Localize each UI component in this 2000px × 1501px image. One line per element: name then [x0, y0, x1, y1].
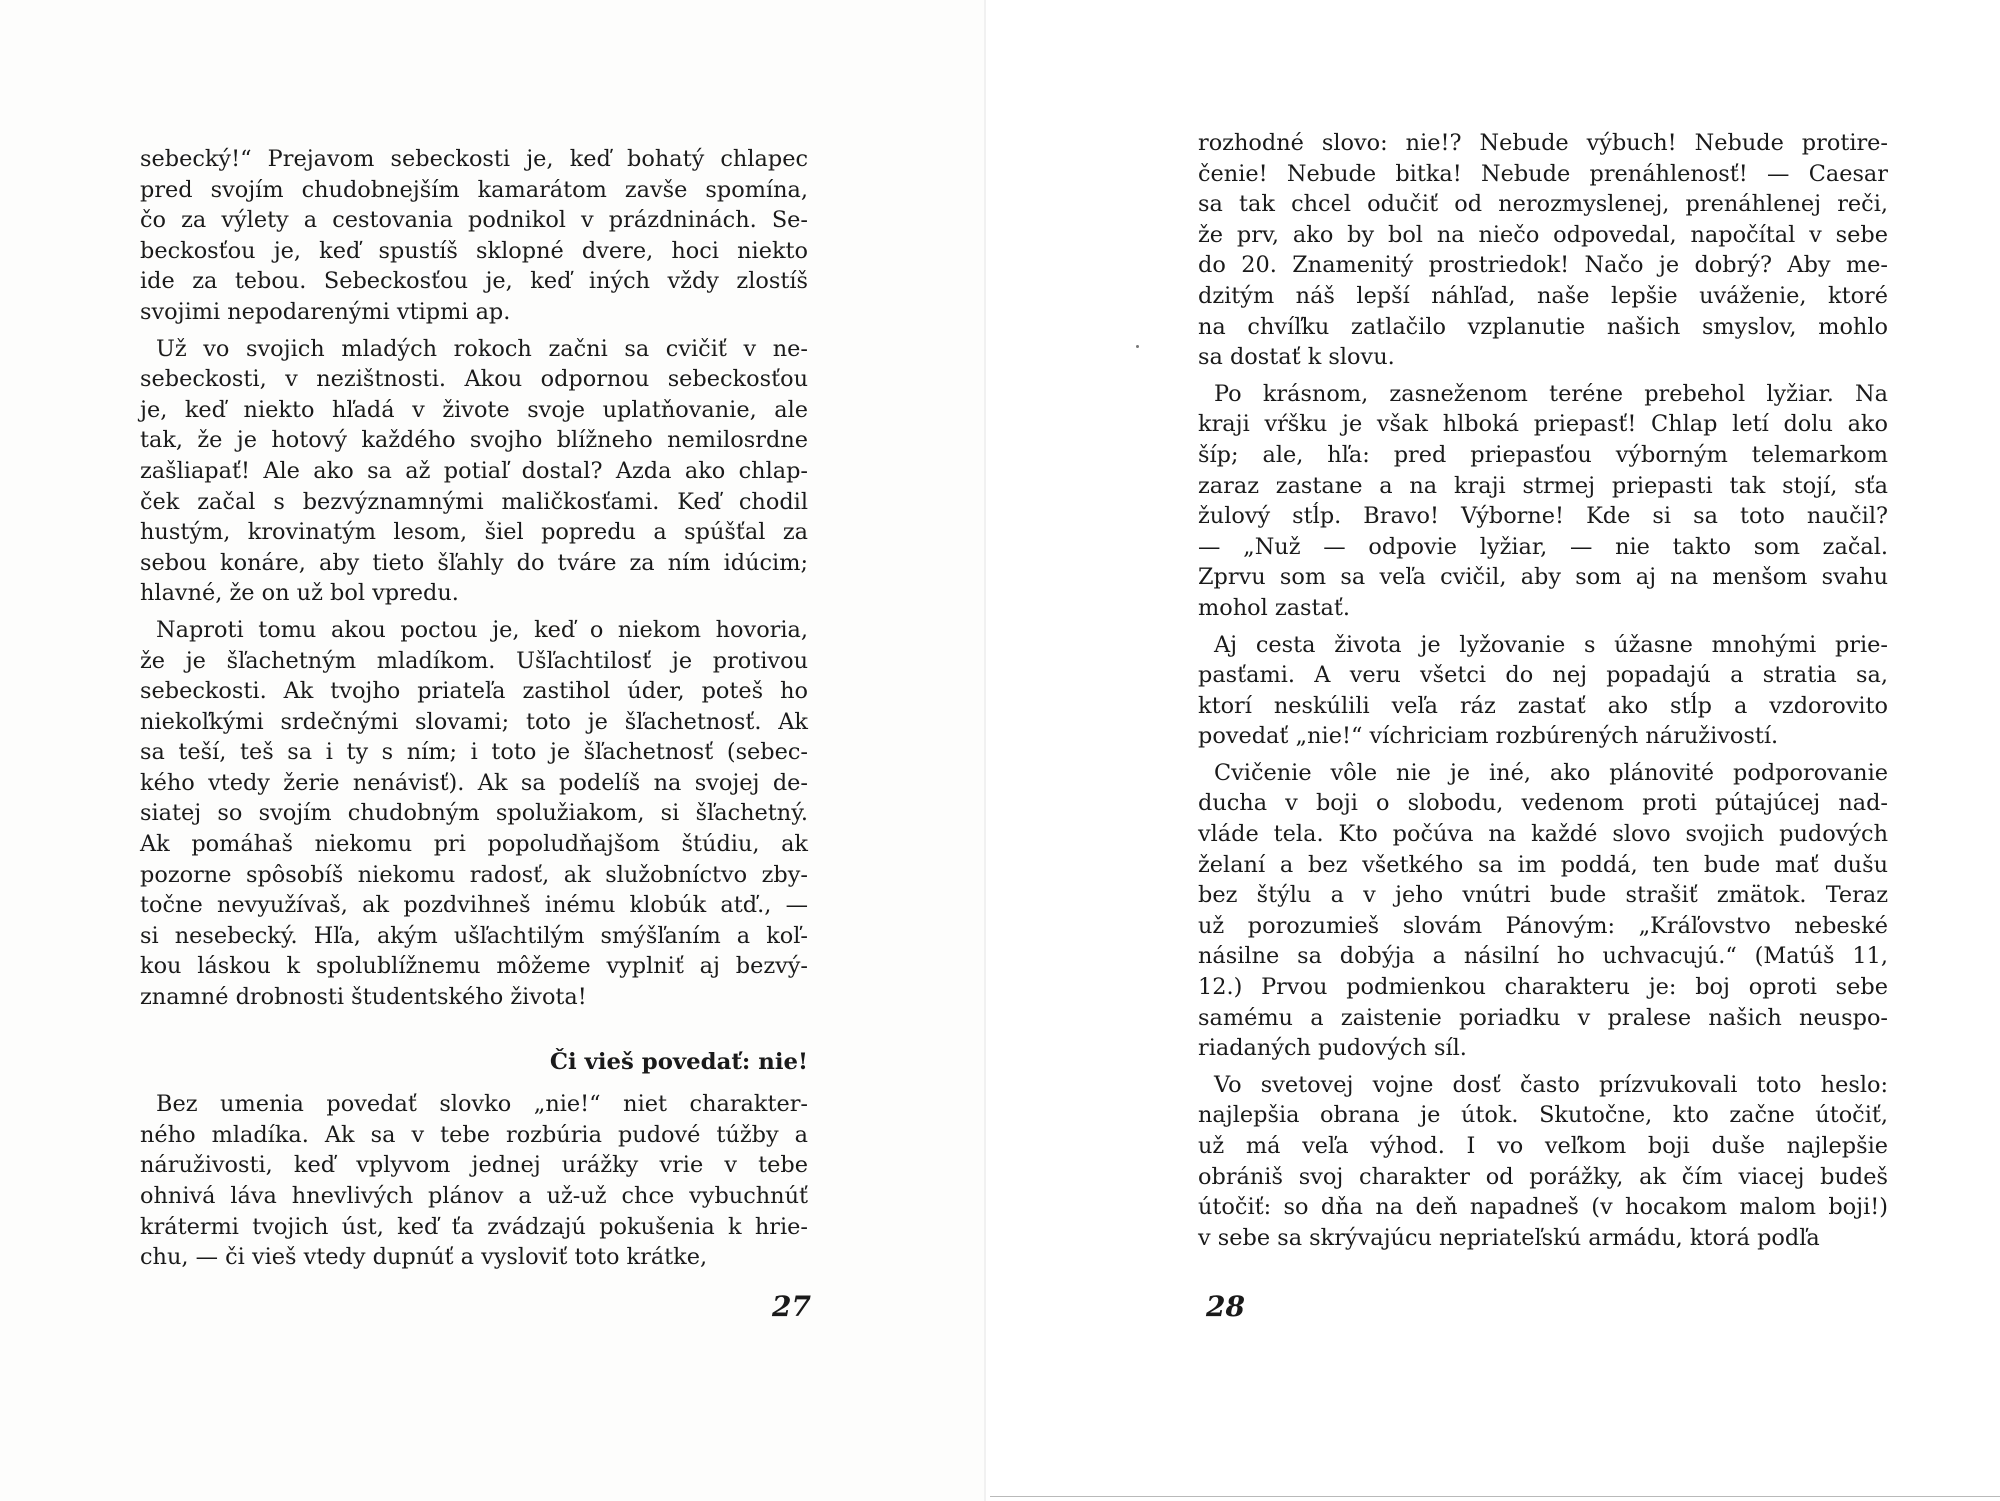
text-line: zašliapať! Ale ako sa až potiaľ dostal? Azda ako chlap-	[140, 457, 808, 484]
text-line: Cvičenie vôle nie je iné, ako plánovité podporovanie	[1214, 759, 1888, 786]
paragraph	[1198, 758, 1888, 1064]
text-line: dzitým náš lepší náhľad, naše lepšie uváženie, ktoré	[1198, 282, 1888, 309]
left-page	[0, 0, 986, 1501]
text-line: Po krásnom, zasneženom teréne prebehol lyžiar. Na	[1214, 380, 1888, 407]
text-line: náruživosti, keď vplyvom jednej urážky vrie v tebe	[140, 1152, 808, 1179]
text-line: želaní a bez všetkého sa im poddá, ten bude mať dušu	[1198, 851, 1888, 878]
text-line: povedať „nie!“ víchriciam rozbúrených náruživostí.	[1198, 723, 1779, 750]
text-line: hustým, krovinatým lesom, šiel popredu a spúšťal za	[140, 519, 808, 546]
text-line: Ak pomáhaš niekomu pri popoludňajšom štúdiu, ak	[140, 831, 808, 858]
text-line: mohol zastať.	[1198, 594, 1350, 621]
text-line: — „Nuž — odpovie lyžiar, — nie takto som začal.	[1198, 533, 1888, 560]
text-line: je, keď niekto hľadá v živote svoje uplatňovanie, ale	[140, 396, 808, 423]
text-line: Zprvu som sa veľa cvičil, aby som aj na menšom svahu	[1198, 564, 1888, 591]
text-line: točne nevyužívaš, ak pozdvihneš inému klobúk atď., —	[140, 892, 808, 919]
paragraph	[1198, 128, 1888, 373]
text-line: šíp; ale, hľa: pred priepasťou výborným telemarkom	[1198, 441, 1888, 468]
text-line: zaraz zastane a na kraji strmej priepasti tak stojí, sťa	[1198, 472, 1888, 499]
right-paragraphs	[1198, 128, 1888, 1253]
text-line: že prv, ako by bol na niečo odpovedal, napočítal v sebe	[1198, 221, 1888, 248]
text-line: niekoľkými srdečnými slovami; toto je šľachetnosť. Ak	[140, 708, 808, 735]
text-line: sa teší, teš sa i ty s ním; i toto je šľachetnosť (sebec-	[140, 739, 808, 766]
text-line: útočiť: so dňa na deň napadneš (v hocakom malom boji!)	[1198, 1194, 1888, 1221]
text-line: tak, že je hotový každého svojho blížneho nemilosrdne	[140, 427, 808, 454]
paragraph	[140, 144, 808, 328]
text-line: čenie! Nebude bitka! Nebude prenáhlenosť! — Caesar	[1198, 160, 1888, 187]
text-line: obrániš svoj charakter od porážky, ak čím viacej budeš	[1198, 1163, 1888, 1190]
text-line: sa dostať k slovu.	[1198, 344, 1395, 371]
text-line: sebeckosti. Ak tvojho priateľa zastihol úder, poteš ho	[140, 678, 808, 705]
text-line: znamné drobnosti študentského života!	[140, 984, 587, 1011]
text-line: kraji vŕšku je však hlboká priepasť! Chlap letí dolu ako	[1198, 411, 1888, 438]
text-line: na chvíľku zatlačilo vzplanutie našich smyslov, mohlo	[1198, 313, 1888, 340]
right-page	[986, 0, 2000, 1501]
left-paragraphs	[140, 144, 808, 1013]
section-heading: Či vieš povedať: nie!	[549, 1048, 808, 1075]
text-line: si nesebecký. Hľa, akým ušľachtilým smýšľaním a koľ-	[140, 922, 808, 949]
text-line: Naproti tomu akou poctou je, keď o niekom hovoria,	[156, 616, 808, 643]
text-line: Vo svetovej vojne dosť často prízvukovali toto heslo:	[1214, 1071, 1888, 1098]
text-line: pozorne spôsobíš niekomu radosť, ak služobníctvo zby-	[140, 861, 808, 888]
paragraph	[1198, 630, 1888, 752]
text-line: ide za tebou. Sebeckosťou je, keď iných vždy zlostíš	[140, 268, 808, 295]
text-line: 12.) Prvou podmienkou charakteru je: boj oproti sebe	[1198, 974, 1888, 1001]
text-line: chu, — či vieš vtedy dupnúť a vysloviť toto krátke,	[140, 1244, 708, 1271]
paragraph	[140, 334, 808, 609]
text-line: pred svojím chudobnejším kamarátom zavše spomína,	[140, 176, 808, 203]
text-line: do 20. Znamenitý prostriedok! Načo je dobrý? Aby me-	[1198, 252, 1888, 279]
text-line: samému a zaistenie poriadku v pralese našich neuspo-	[1198, 1004, 1888, 1031]
text-line: už má veľa výhod. I vo veľkom boji duše najlepšie	[1198, 1133, 1888, 1159]
text-line: ček začal s bezvýznamnými maličkosťami. Keď chodil	[140, 488, 808, 515]
text-line: riadaných pudových síl.	[1198, 1035, 1467, 1062]
text-line: bez štýlu a v jeho vnútri bude strašiť zmätok. Teraz	[1198, 882, 1888, 909]
text-line: svojimi nepodarenými vtipmi ap.	[140, 298, 511, 325]
text-line: kého vtedy žerie nenávisť). Ak sa podelíš na svojej de-	[140, 769, 808, 796]
text-line: pasťami. A veru všetci do nej popadajú a stratia sa,	[1198, 662, 1888, 689]
text-line: čo za výlety a cestovania podnikol v prázdninách. Se-	[140, 207, 808, 234]
text-line: ktorí neskúlili veľa ráz zastať ako stĺp a vzdorovito	[1198, 692, 1888, 719]
text-line: ohnivá láva hnevlivých plánov a už-už chce vybuchnúť	[140, 1183, 808, 1209]
text-line: beckosťou je, keď spustíš sklopné dvere, hoci niekto	[140, 237, 808, 264]
text-line: ducha v boji o slobodu, vedenom proti pútajúcej nad-	[1198, 790, 1888, 817]
text-line: násilne sa dobýja a násilní ho uchvacujú.“ (Matúš 11,	[1198, 943, 1888, 970]
left-paragraphs-after-heading	[140, 1089, 808, 1273]
text-line: Už vo svojich mladých rokoch začni sa cvičiť v ne-	[156, 335, 808, 362]
paragraph	[140, 615, 808, 1013]
page-number-right: 28	[1206, 1290, 1245, 1323]
scan-speck	[1136, 345, 1139, 348]
left-page-text	[140, 144, 808, 1279]
paragraph	[1198, 1070, 1888, 1254]
text-line: žulový stĺp. Bravo! Výborne! Kde si sa toto naučil?	[1198, 503, 1888, 530]
text-line: sa tak chcel odučiť od nerozmyslenej, prenáhlenej reči,	[1198, 191, 1888, 218]
text-line: krátermi tvojich úst, keď ťa zvádzajú pokušenia k hrie-	[140, 1213, 808, 1240]
text-line: sebeckosti, v nezištnosti. Akou odpornou sebeckosťou	[140, 366, 808, 393]
paragraph	[1198, 379, 1888, 624]
text-line: sebecký!“ Prejavom sebeckosti je, keď bohatý chlapec	[140, 146, 808, 172]
page-number-left: 27	[772, 1290, 811, 1323]
text-line: už porozumieš slovám Pánovým: „Kráľovstvo nebeské	[1198, 912, 1888, 939]
text-line: v sebe sa skrývajúcu nepriateľskú armádu, ktorá podľa	[1198, 1224, 1820, 1251]
text-line: rozhodné slovo: nie!? Nebude výbuch! Nebude protire-	[1198, 130, 1888, 156]
paragraph	[140, 1089, 808, 1273]
text-line: Bez umenia povedať slovko „nie!“ niet charakter-	[156, 1091, 808, 1118]
book-gutter	[984, 0, 986, 1501]
text-line: hlavné, že on už bol vpredu.	[140, 580, 459, 607]
text-line: najlepšia obrana je útok. Skutočne, kto začne útočiť,	[1198, 1102, 1888, 1129]
text-line: kou láskou k spolublížnemu môžeme vyplniť aj bezvý-	[140, 953, 808, 980]
text-line: že je šľachetným mladíkom. Ušľachtilosť je protivou	[140, 647, 808, 674]
scan-edge-line	[990, 1496, 2000, 1497]
text-line: ného mladíka. Ak sa v tebe rozbúria pudové túžby a	[140, 1121, 808, 1148]
text-line: vláde tela. Kto počúva na každé slovo svojich pudových	[1198, 821, 1888, 848]
text-line: Aj cesta života je lyžovanie s úžasne mnohými prie-	[1214, 631, 1888, 658]
right-page-text	[1198, 128, 1888, 1259]
text-line: sebou konáre, aby tieto šľahly do tváre za ním idúcim;	[140, 549, 808, 576]
text-line: siatej so svojím chudobným spolužiakom, si šľachetný.	[140, 800, 808, 827]
